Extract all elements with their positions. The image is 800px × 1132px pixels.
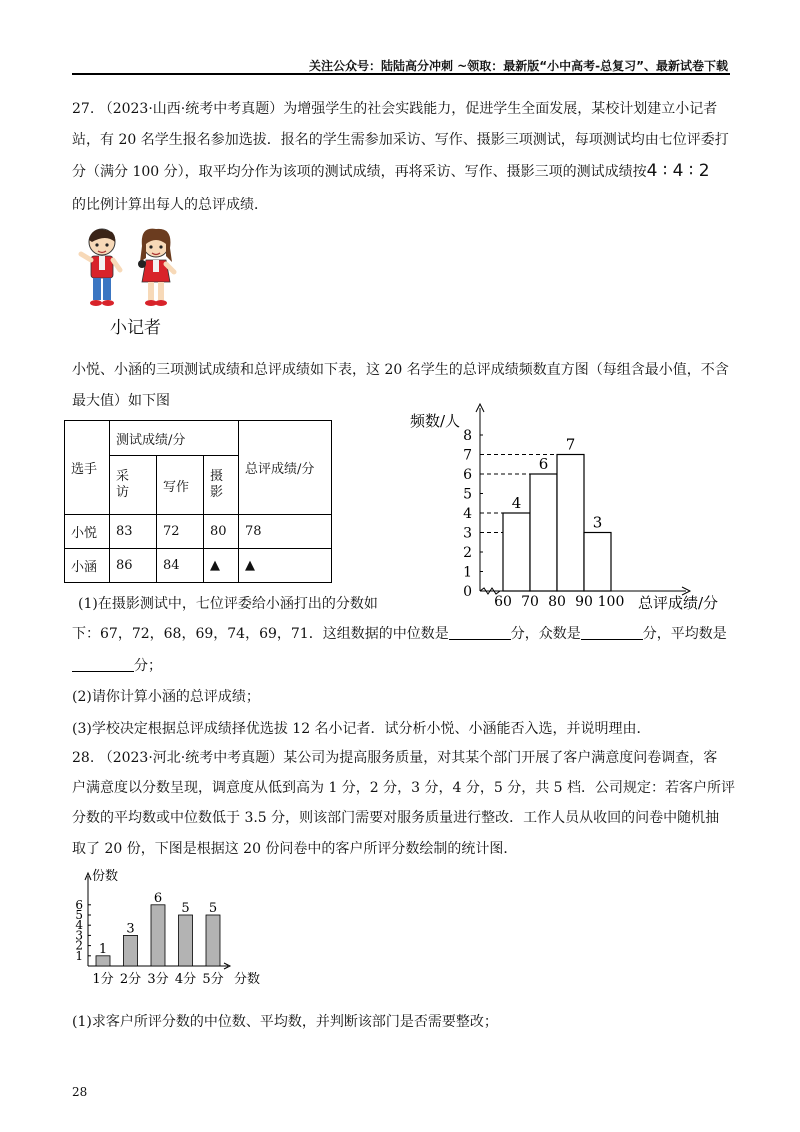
y-tick-label: 4 bbox=[75, 918, 83, 933]
histogram-bar bbox=[503, 513, 530, 591]
sub1-text-d: 分； bbox=[134, 658, 162, 674]
q28-line-4: 取了 20 份，下图是根据这 20 份问卷中的客户所评分数绘制的统计图． bbox=[72, 841, 518, 857]
y-axis-label: 份数 bbox=[92, 869, 119, 884]
q28-line-3: 分数的平均数或中位数低于 3.5 分，则该部门需要对服务质量进行整改．工作人员从收回的问卷中随机抽 bbox=[72, 810, 720, 826]
cell: 86 bbox=[110, 549, 157, 583]
q27-line-1: 27. （2023·山西·统考中考真题）为增强学生的社会实践能力，促进学生全面发展，某校计划建立小记者 bbox=[72, 101, 718, 117]
x-tick-label: 5分 bbox=[202, 972, 224, 987]
y-tick-label: 3 bbox=[75, 928, 83, 943]
ratio: 4 ∶ 4 ∶ 2 bbox=[646, 161, 710, 181]
bar-value-label: 4 bbox=[511, 494, 522, 512]
histogram-bar bbox=[584, 533, 611, 592]
cell: ▲ bbox=[204, 549, 239, 583]
y-tick-label: 1 bbox=[75, 948, 83, 963]
y-tick-label: 8 bbox=[463, 428, 472, 444]
bar-value-label: 6 bbox=[538, 455, 549, 473]
sub-header-photo: 摄 影 bbox=[204, 456, 239, 515]
score-bar-chart bbox=[62, 862, 282, 992]
y-tick-label: 4 bbox=[463, 506, 472, 522]
q27-line-3 bbox=[72, 156, 732, 188]
y-axis-label: 频数/人 bbox=[410, 412, 461, 430]
answer-blank-median[interactable] bbox=[449, 625, 511, 640]
q27-sub3: (3)学校决定根据总评成绩择优选拔 12 名小记者．试分析小悦、小涵能否入选，并说明理由． bbox=[72, 721, 651, 737]
bar-value-label: 5 bbox=[181, 901, 190, 916]
x-tick-label: 100 bbox=[597, 594, 625, 610]
frequency-histogram bbox=[400, 400, 740, 616]
x-tick-label: 60 bbox=[494, 594, 512, 610]
q27-sub1-line1: (1)在摄影测试中，七位评委给小涵打出的分数如 bbox=[78, 596, 378, 612]
answer-blank-mean[interactable] bbox=[72, 657, 134, 672]
score-bar bbox=[96, 956, 110, 966]
total-score-header: 总评成绩/分 bbox=[239, 421, 332, 515]
sub-header-writing: 写作 bbox=[157, 456, 204, 515]
cell: 78 bbox=[239, 515, 332, 549]
x-tick-label: 1分 bbox=[92, 972, 114, 987]
cell: 83 bbox=[110, 515, 157, 549]
bar-value-label: 5 bbox=[208, 901, 218, 916]
answer-blank-mode[interactable] bbox=[581, 625, 643, 640]
cell: 84 bbox=[157, 549, 204, 583]
cell: ▲ bbox=[239, 549, 332, 583]
q28-line-1: 28. （2023·河北·统考中考真题）某公司为提高服务质量，对其某个部门开展了客户满意度问卷调查，客 bbox=[72, 750, 718, 766]
illustration-caption: 小记者 bbox=[110, 318, 161, 338]
q27-intro-1: 小悦、小涵的三项测试成绩和总评成绩如下表，这 20 名学生的总评成绩频数直方图（每组含最小值，不含 bbox=[72, 362, 729, 378]
score-table bbox=[64, 420, 332, 583]
y-tick-label: 6 bbox=[463, 467, 472, 483]
q27-sub1-line3 bbox=[72, 651, 732, 682]
x-tick-label: 90 bbox=[575, 594, 593, 610]
player-header: 选手 bbox=[65, 421, 110, 515]
test-score-header: 测试成绩/分 bbox=[110, 421, 239, 456]
y-tick-label: 5 bbox=[463, 486, 472, 503]
row-name: 小涵 bbox=[65, 549, 110, 583]
y-tick-label: 2 bbox=[463, 545, 472, 561]
q27-line-2: 站，有 20 名学生报名参加选拔．报名的学生需参加采访、写作、摄影三项测试，每项测试均由七位评委打 bbox=[72, 132, 729, 148]
q27-sub1-line2 bbox=[72, 619, 732, 650]
y-tick-label: 5 bbox=[75, 908, 83, 922]
score-bar bbox=[179, 915, 193, 966]
histogram-bar bbox=[557, 455, 584, 592]
x-tick-label: 2分 bbox=[119, 972, 142, 987]
y-tick-label: 0 bbox=[463, 584, 472, 600]
sub-header-interview: 采 访 bbox=[110, 456, 157, 515]
x-tick-label: 4分 bbox=[174, 972, 197, 987]
page-number: 28 bbox=[72, 1085, 88, 1099]
score-bar bbox=[124, 935, 138, 966]
q27-sub2: (2)请你计算小涵的总评成绩； bbox=[72, 689, 260, 705]
cell: 80 bbox=[204, 515, 239, 549]
bar-value-label: 3 bbox=[126, 921, 135, 937]
y-tick-label: 6 bbox=[75, 897, 83, 912]
q27-line-4: 的比例计算出每人的总评成绩． bbox=[72, 197, 268, 213]
bar-value-label: 6 bbox=[153, 890, 163, 906]
header-rule bbox=[72, 73, 730, 75]
cell: 72 bbox=[157, 515, 204, 549]
bar-value-label: 3 bbox=[592, 513, 603, 532]
q27-line-3-text: 分（满分 100 分），取平均分作为该项的测试成绩，再将采访、写作、摄影三项的测试成绩按 bbox=[72, 164, 647, 180]
bar-value-label: 7 bbox=[565, 435, 576, 454]
sub1-text-b: 分，众数是 bbox=[510, 626, 581, 642]
score-bar bbox=[151, 905, 165, 966]
q28-line-2: 户满意度以分数呈现，调意度从低到高为 1 分，2 分，3 分，4 分，5 分，共 5 档．公司规定：若客户所评 bbox=[72, 780, 736, 796]
q27-intro-2: 最大值）如下图 bbox=[72, 393, 170, 409]
y-tick-label: 3 bbox=[463, 525, 472, 542]
x-tick-label: 3分 bbox=[147, 972, 169, 987]
sub1-text-c: 分，平均数是 bbox=[642, 626, 727, 642]
y-tick-label: 2 bbox=[75, 938, 83, 953]
q28-sub1: (1)求客户所评分数的中位数、平均数，并判断该部门是否需要整改； bbox=[72, 1014, 498, 1030]
score-bar bbox=[206, 915, 220, 966]
row-name: 小悦 bbox=[65, 515, 110, 549]
reporter-kids-illustration bbox=[76, 226, 186, 310]
y-tick-label: 7 bbox=[463, 447, 472, 464]
x-tick-label: 70 bbox=[521, 594, 539, 610]
histogram-bar bbox=[530, 474, 557, 591]
page-header: 关注公众号：陆陆高分冲刺 ~领取：最新版“小中高考-总复习”、最新试卷下载 bbox=[309, 59, 728, 73]
bar-value-label: 1 bbox=[98, 941, 108, 957]
x-axis-label: 总评成绩/分 bbox=[638, 594, 719, 612]
y-tick-label: 1 bbox=[463, 564, 472, 581]
sub1-text-a: 下：67，72，68，69，74，69，71．这组数据的中位数是 bbox=[72, 626, 449, 642]
x-tick-label: 80 bbox=[548, 594, 566, 610]
x-axis-label: 分数 bbox=[234, 972, 261, 987]
